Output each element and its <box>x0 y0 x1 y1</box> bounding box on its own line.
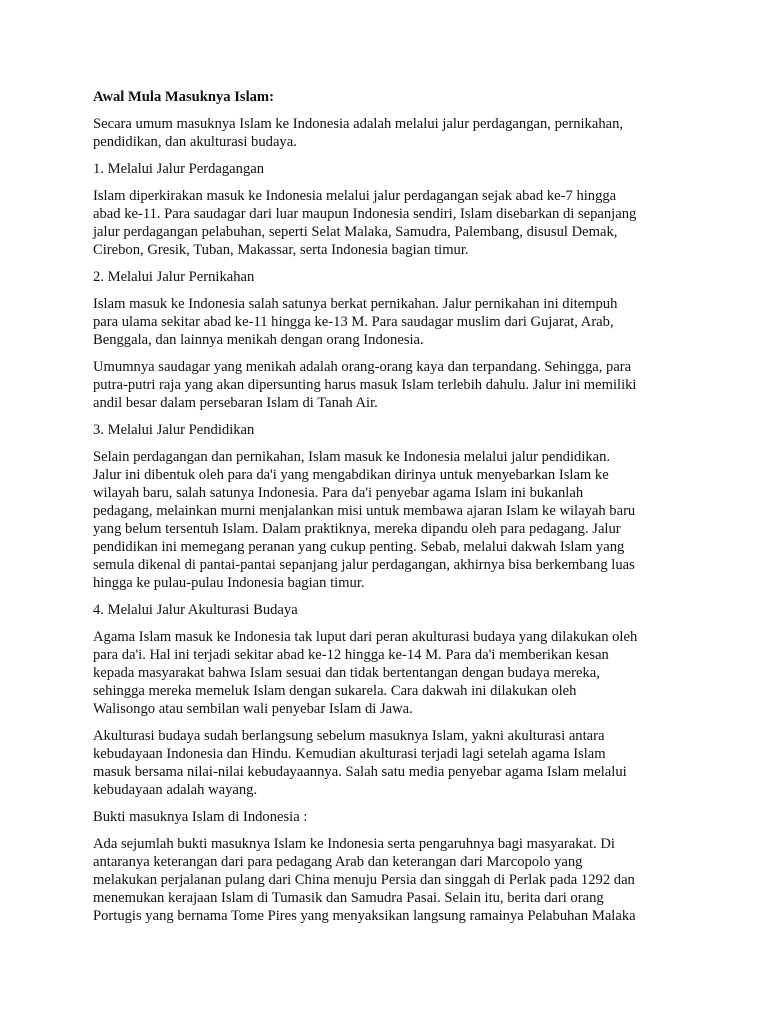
paragraph <box>93 160 677 178</box>
text-line: Umumnya saudagar yang menikah adalah orang-orang kaya dan terpandang. Sehingga, para <box>93 359 632 375</box>
text-line: Ada sejumlah bukti masuknya Islam ke Indonesia serta pengaruhnya bagi masyarakat. Di <box>93 836 615 852</box>
text-line: Selain perdagangan dan pernikahan, Islam masuk ke Indonesia melalui jalur pendidikan. <box>93 449 611 465</box>
text-line: semula dikenal di pantai-pantai sepanjang jalur perdagangan, akhirnya bisa berkembang luas <box>93 557 635 573</box>
paragraph <box>93 808 677 826</box>
text-line: Secara umum masuknya Islam ke Indonesia adalah melalui jalur perdagangan, pernikahan, <box>93 116 624 132</box>
text-line: 3. Melalui Jalur Pendidikan <box>93 422 255 438</box>
paragraph <box>93 187 677 259</box>
paragraph <box>93 628 677 718</box>
text-line: sehingga mereka memeluk Islam dengan sukarela. Cara dakwah ini dilakukan oleh <box>93 683 577 699</box>
text-line: para da'i. Hal ini terjadi sekitar abad ke-12 hingga ke-14 M. Para da'i memberikan kesan <box>93 647 609 663</box>
text-line: kebudayaan adalah wayang. <box>93 782 258 798</box>
text-line: yang belum tersentuh Islam. Dalam praktiknya, mereka dipandu oleh para pedagang. Jalur <box>93 521 621 537</box>
text-line: hingga ke pulau-pulau Indonesia bagian timur. <box>93 575 365 591</box>
text-line: para ulama sekitar abad ke-11 hingga ke-13 M. Para saudagar muslim dari Gujarat, Arab, <box>93 314 614 330</box>
text-line: Walisongo atau sembilan wali penyebar Islam di Jawa. <box>93 701 413 717</box>
text-line: kepada masyarakat bahwa Islam sesuai dan tidak bertentangan dengan budaya mereka, <box>93 665 600 681</box>
text-line: jalur perdagangan pelabuhan, seperti Selat Malaka, Samudra, Palembang, disusul Demak, <box>93 224 618 240</box>
text-line: abad ke-11. Para saudagar dari luar maupun Indonesia sendiri, Islam disebarkan di sepanjang <box>93 206 637 222</box>
document-body <box>93 88 677 934</box>
text-line: kebudayaan Indonesia dan Hindu. Kemudian akulturasi terjadi lagi setelah agama Islam <box>93 746 606 762</box>
paragraph <box>93 727 677 799</box>
text-line: putra-putri raja yang akan dipersunting harus masuk Islam terlebih dahulu. Jalur ini memiliki <box>93 377 637 393</box>
text-line: 1. Melalui Jalur Perdagangan <box>93 161 265 177</box>
paragraph <box>93 448 677 592</box>
text-line: masuk bersama nilai-nilai kebudayaannya. Salah satu media penyebar agama Islam melalui <box>93 764 627 780</box>
text-line: pendidikan, dan akulturasi budaya. <box>93 134 297 150</box>
text-line: Bukti masuknya Islam di Indonesia : <box>93 809 308 825</box>
paragraph <box>93 295 677 349</box>
text-line: 4. Melalui Jalur Akulturasi Budaya <box>93 602 298 618</box>
text-line: Benggala, dan lainnya menikah dengan orang Indonesia. <box>93 332 424 348</box>
text-line: Cirebon, Gresik, Tuban, Makassar, serta Indonesia bagian timur. <box>93 242 469 258</box>
text-line: pedagang, melainkan murni menjalankan misi untuk membawa ajaran Islam ke wilayah baru <box>93 503 636 519</box>
text-line: Agama Islam masuk ke Indonesia tak luput dari peran akulturasi budaya yang dilakukan oleh <box>93 629 638 645</box>
text-line: pendidikan ini memegang peranan yang cukup penting. Sebab, melalui dakwah Islam yang <box>93 539 625 555</box>
paragraph <box>93 268 677 286</box>
text-line: andil besar dalam persebaran Islam di Tanah Air. <box>93 395 378 411</box>
text-line: Akulturasi budaya sudah berlangsung sebelum masuknya Islam, yakni akulturasi antara <box>93 728 605 744</box>
paragraph <box>93 601 677 619</box>
paragraph <box>93 421 677 439</box>
paragraph <box>93 358 677 412</box>
text-line: menemukan kerajaan Islam di Tumasik dan Samudra Pasai. Selain itu, berita dari orang <box>93 890 604 906</box>
text-line: melakukan perjalanan pulang dari China menuju Persia dan singgah di Perlak pada 1292 dan <box>93 872 635 888</box>
paragraph <box>93 115 677 151</box>
text-line: Islam diperkirakan masuk ke Indonesia melalui jalur perdagangan sejak abad ke-7 hingga <box>93 188 617 204</box>
text-line: wilayah baru, salah satunya Indonesia. Para da'i penyebar agama Islam ini bukanlah <box>93 485 584 501</box>
text-line: Jalur ini dibentuk oleh para da'i yang mengabdikan dirinya untuk menyebarkan Islam ke <box>93 467 609 483</box>
document-title: Awal Mula Masuknya Islam: <box>93 89 274 105</box>
text-line: Islam masuk ke Indonesia salah satunya berkat pernikahan. Jalur pernikahan ini ditempuh <box>93 296 618 312</box>
text-line: 2. Melalui Jalur Pernikahan <box>93 269 255 285</box>
text-line: antaranya keterangan dari para pedagang Arab dan keterangan dari Marcopolo yang <box>93 854 583 870</box>
text-line: Portugis yang bernama Tome Pires yang menyaksikan langsung ramainya Pelabuhan Malaka <box>93 908 636 924</box>
paragraph <box>93 835 677 925</box>
